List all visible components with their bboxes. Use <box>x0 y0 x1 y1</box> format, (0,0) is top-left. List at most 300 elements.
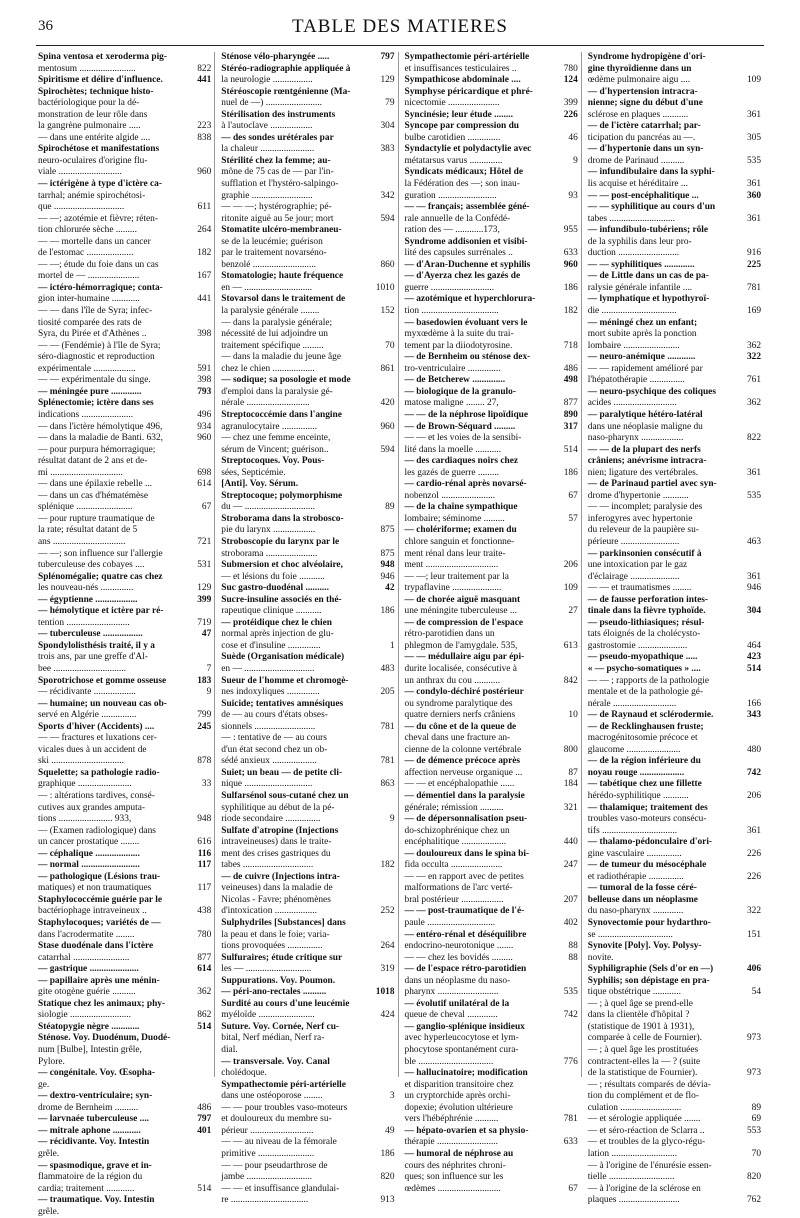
index-entry <box>405 179 578 191</box>
header-rule <box>36 45 764 46</box>
index-entry <box>221 976 394 988</box>
entry-text: pharynx .......................... <box>404 987 499 998</box>
entry-text: nobenzol ....................... <box>404 490 496 501</box>
entry-page-ref: 877 <box>197 952 212 963</box>
index-entry <box>38 872 211 884</box>
entry-text: — céphalique ................... <box>38 848 140 859</box>
entry-text: — d'hypertonie dans un syn- <box>587 144 704 155</box>
index-entry <box>588 191 761 203</box>
index-entry <box>38 202 211 214</box>
index-entry <box>38 906 211 918</box>
entry-page-ref: 398 <box>197 329 212 340</box>
index-entry <box>405 1010 578 1022</box>
index-entry <box>405 1045 578 1057</box>
entry-page-ref: 182 <box>380 860 395 871</box>
entry-text: — pour purpura hémorragique; <box>38 444 156 455</box>
entry-text: — — pour pseudarthrose de <box>221 1160 328 1171</box>
entry-text: thérapie .......................... <box>404 1137 498 1148</box>
entry-page-ref: 948 <box>380 560 395 571</box>
entry-text: cienne de la colonne vertébrale <box>404 744 522 755</box>
index-entry <box>221 572 394 584</box>
entry-page-ref: 186 <box>380 606 395 617</box>
entry-text: dans une néoplasie maligne du <box>587 421 703 432</box>
entry-text: — larvnaée tuberculeuse .... <box>38 1114 150 1125</box>
index-entry <box>38 294 211 306</box>
entry-page-ref: 438 <box>197 906 212 917</box>
entry-text: — — et encéphalopathie ...... <box>404 779 515 790</box>
entry-page-ref: 129 <box>197 583 212 594</box>
entry-text: — ganglio-splénique insidieux <box>404 1021 525 1032</box>
entry-text: Sulphydriles [Substances] dans <box>221 918 346 929</box>
index-entry <box>38 52 211 64</box>
entry-text: acides ........................... <box>587 398 677 409</box>
index-entry <box>588 502 761 514</box>
entry-text: mône de 75 cas de — par l'in- <box>221 167 334 178</box>
entry-text: Synovite [Poly]. Voy. Polysy- <box>587 941 702 952</box>
entry-text: — de Raynaud et sclérodermie. <box>587 710 714 721</box>
entry-text: une méningite tuberculeuse ... <box>404 606 517 617</box>
entry-text: — thalamo-pédonculaire d'ori- <box>587 837 713 848</box>
index-column-4 <box>587 52 764 1206</box>
index-entry <box>38 733 211 745</box>
index-entry <box>588 294 761 306</box>
entry-page-ref: 116 <box>197 848 212 859</box>
index-entry <box>38 953 211 965</box>
entry-text: comparée à celle de Fournier). <box>587 1033 703 1044</box>
entry-text: — — syphilitiques ............. <box>587 259 695 270</box>
entry-page-ref: 535 <box>746 490 761 501</box>
entry-text: périeure ......................... <box>587 536 680 547</box>
index-entry <box>38 144 211 156</box>
index-entry <box>38 987 211 999</box>
entry-text: — de Recklinghausen fruste; <box>587 721 704 732</box>
index-entry <box>405 387 578 399</box>
entry-text: sufflation et l'hystéro-salpingo- <box>221 179 339 190</box>
index-entry <box>38 549 211 561</box>
entry-text: — — dans l'île de Syra; infec- <box>38 306 153 317</box>
index-entry <box>588 618 761 630</box>
entry-page-ref: 67 <box>201 502 212 513</box>
entry-text: — biologique de la granulo- <box>404 386 516 397</box>
index-entry <box>221 214 394 226</box>
index-entry <box>405 87 578 99</box>
index-entry <box>588 525 761 537</box>
index-entry <box>221 144 394 156</box>
entry-text: — : tentative de — au cours <box>221 733 327 744</box>
index-entry <box>588 826 761 838</box>
entry-page-ref: 797 <box>380 52 395 62</box>
entry-text: — neuro-psychique des coliques <box>587 386 716 397</box>
entry-page-ref: 206 <box>563 560 578 571</box>
entry-text: siologie .......................... <box>38 1010 131 1021</box>
index-entry <box>221 75 394 87</box>
entry-text: — basedowien évoluant vers le <box>404 317 528 328</box>
entry-page-ref: 152 <box>380 306 395 317</box>
index-entry <box>405 479 578 491</box>
index-entry <box>38 410 211 422</box>
index-entry <box>38 1033 211 1045</box>
index-entry <box>405 352 578 364</box>
entry-text: — hallucinatoire; modification <box>404 1068 528 1079</box>
entry-text: nuel de —) ........................ <box>221 98 323 109</box>
index-entry <box>405 225 578 237</box>
entry-page-ref: 862 <box>197 1010 212 1021</box>
entry-text: — dans la maladie du jeune âge <box>221 352 341 363</box>
entry-text: — dans un cas d'hématémèse <box>38 490 148 501</box>
entry-text: un anthrax du cou ........... <box>404 675 501 686</box>
entry-page-ref: 151 <box>746 929 761 940</box>
entry-text: bral postérieur .................. <box>404 894 504 905</box>
entry-page-ref: 226 <box>746 871 761 882</box>
index-entry <box>221 895 394 907</box>
entry-page-ref: 800 <box>563 744 578 755</box>
entry-text: nes indoxyliques .............. <box>221 687 320 698</box>
entry-page-ref: 934 <box>197 421 212 432</box>
entry-text: — — post-traumatique de l'é- <box>404 906 525 917</box>
entry-text: Suc gastro-duodénal .......... <box>221 583 329 594</box>
entry-text: — — français; assemblée géné- <box>404 202 530 213</box>
index-entry <box>588 214 761 226</box>
entry-page-ref: 361 <box>746 571 761 582</box>
entry-text: la chaleur ....................... <box>221 144 315 155</box>
index-entry <box>405 826 578 838</box>
index-entry <box>221 410 394 422</box>
entry-page-ref: 781 <box>563 1114 578 1125</box>
entry-page-ref: 781 <box>746 282 761 293</box>
entry-text: du — .............................. <box>221 502 315 513</box>
index-entry <box>588 687 761 699</box>
index-entry <box>405 133 578 145</box>
index-entry <box>588 1022 761 1034</box>
index-entry <box>221 560 394 572</box>
index-entry <box>221 987 394 999</box>
entry-text: Statique chez les animaux; phy- <box>38 998 166 1009</box>
entry-text: bactériologique pour la dé- <box>38 98 140 109</box>
entry-text: — — chez les bovidés ......... <box>404 952 513 963</box>
index-entry <box>221 514 394 526</box>
entry-text: la neurologie ................. <box>221 75 313 86</box>
entry-page-ref: 304 <box>746 606 761 617</box>
entry-page-ref: 361 <box>746 213 761 224</box>
index-entry <box>405 687 578 699</box>
entry-text: — — au niveau de la fémorale <box>221 1137 337 1148</box>
entry-text: Splénomégalie; quatre cas chez <box>38 571 163 582</box>
entry-page-ref: 514 <box>197 1183 212 1194</box>
index-entry <box>221 549 394 561</box>
entry-text: ble ................................ <box>404 1056 494 1067</box>
index-entry <box>405 987 578 999</box>
index-entry <box>38 1103 211 1115</box>
entry-text: benzolé ........................... <box>221 259 317 270</box>
entry-text: Stomatite ulcéro-membraneu- <box>221 225 342 236</box>
entry-text: Syndactylie et polydactylie avec <box>404 144 532 155</box>
index-entry <box>405 260 578 272</box>
entry-text: Stroborama dans la strobosco- <box>221 513 344 524</box>
entry-page-ref: 842 <box>563 675 578 686</box>
index-entry <box>588 422 761 434</box>
index-entry <box>221 733 394 745</box>
entry-page-ref: 88 <box>568 941 578 952</box>
entry-text: — — et les voies de la sensibi- <box>404 433 522 444</box>
index-entry <box>38 779 211 791</box>
entry-text: d'un état second chez un ob- <box>221 744 328 755</box>
index-entry <box>38 64 211 76</box>
entry-text: Submersion et choc alvéolaire, <box>221 560 343 571</box>
entry-text: troubles vaso-moteurs consécu- <box>587 814 707 825</box>
index-entry <box>221 964 394 976</box>
entry-text: riode secondaire ............... <box>221 814 321 825</box>
index-entry <box>405 733 578 745</box>
entry-page-ref: 226 <box>746 848 761 859</box>
index-entry <box>588 121 761 133</box>
index-entry <box>588 479 761 491</box>
entry-text: encéphalitique ................... <box>404 837 507 848</box>
entry-text: — azotémique et hyperchlorura- <box>404 294 536 305</box>
entry-text: par le traitement novarséno- <box>221 248 327 259</box>
entry-text: sédé anxieux ................... <box>221 756 317 767</box>
entry-page-ref: 780 <box>563 63 578 74</box>
entry-page-ref: 890 <box>563 409 578 420</box>
index-entry <box>221 837 394 849</box>
index-entry <box>221 271 394 283</box>
entry-text: bital, Nerf médian, Nerf ra- <box>221 1033 325 1044</box>
index-entry <box>221 1068 394 1080</box>
entry-text: nérale ........................... <box>221 398 310 409</box>
entry-text: nicectomie ...................... <box>404 98 500 109</box>
entry-text: — — rapidement amélioré par <box>587 363 703 374</box>
entry-text: — — médullaire aigu par épi- <box>404 652 525 663</box>
entry-text: syphilitique au début de la pé- <box>221 802 335 813</box>
entry-text: tions provoquées ............... <box>221 941 323 952</box>
entry-page-ref: 225 <box>746 259 761 270</box>
index-entry <box>38 1010 211 1022</box>
entry-page-ref: 117 <box>197 883 212 894</box>
index-entry <box>38 1126 211 1138</box>
index-entry <box>405 191 578 203</box>
index-entry <box>221 803 394 815</box>
index-entry <box>588 1045 761 1057</box>
index-entry <box>221 641 394 653</box>
entry-text: Stomatologie; haute fréquence <box>221 271 344 282</box>
entry-text: ans ............................... <box>38 536 126 547</box>
entry-page-ref: 440 <box>563 837 578 848</box>
index-entry <box>221 745 394 757</box>
index-entry <box>588 1068 761 1080</box>
index-entry <box>221 364 394 376</box>
entry-page-ref: 399 <box>563 98 578 109</box>
index-entry <box>405 860 578 872</box>
index-entry <box>588 964 761 976</box>
entry-text: de la syphilis dans leur pro- <box>587 236 692 247</box>
entry-text: — de la chaîne sympathique <box>404 502 518 513</box>
index-entry <box>221 1126 394 1138</box>
index-entry <box>221 1172 394 1184</box>
entry-page-ref: 361 <box>746 179 761 190</box>
entry-page-ref: 67 <box>568 1183 578 1194</box>
entry-text: Sulfarsénol sous-cutané chez un <box>221 791 349 801</box>
index-entry <box>221 202 394 214</box>
index-entry <box>405 999 578 1011</box>
index-entry <box>221 468 394 480</box>
entry-page-ref: 70 <box>751 1148 761 1159</box>
entry-page-ref: 762 <box>746 1195 761 1206</box>
entry-page-ref: 799 <box>197 710 212 721</box>
index-entry <box>221 121 394 133</box>
entry-text: bulbe carotidien .............. <box>404 132 501 143</box>
entry-text: — de Brown-Séquard ......... <box>404 421 516 432</box>
entry-text: — —; étude du foie dans un cas <box>38 259 159 270</box>
entry-text: — et troubles de la glyco-régu- <box>587 1137 706 1148</box>
entry-page-ref: 70 <box>385 340 395 351</box>
index-entry <box>38 1137 211 1149</box>
index-entry <box>588 676 761 688</box>
entry-text: phocytose spontanément cura- <box>404 1045 519 1056</box>
entry-text: tielle ............................ <box>587 1172 675 1183</box>
index-entry <box>38 479 211 491</box>
entry-page-ref: 463 <box>746 536 761 547</box>
entry-text: veineuses) dans la maladie de <box>221 883 333 894</box>
index-entry <box>588 202 761 214</box>
entry-page-ref: 838 <box>197 132 212 143</box>
index-entry <box>405 525 578 537</box>
entry-text: en — ............................. <box>221 282 313 293</box>
index-entry <box>588 560 761 572</box>
entry-text: — condylo-déchiré postérieur <box>404 687 524 698</box>
entry-text: myéloïde ........................ <box>221 1010 315 1021</box>
entry-page-ref: 719 <box>197 617 212 628</box>
entry-text: ques; son influence sur les <box>404 1172 504 1183</box>
index-entry <box>38 1172 211 1184</box>
index-entry <box>38 341 211 353</box>
index-entry <box>221 999 394 1011</box>
entry-text: — de Betcherew .............. <box>404 375 506 386</box>
index-entry <box>221 664 394 676</box>
index-entry <box>588 779 761 791</box>
index-entry <box>38 664 211 676</box>
entry-text: myxœdème à la suite du trai- <box>404 329 514 340</box>
index-entry <box>221 779 394 791</box>
index-entry <box>405 398 578 410</box>
entry-page-ref: 423 <box>746 652 761 663</box>
entry-text: Sucre-insuline associés en thé- <box>221 594 342 605</box>
entry-page-ref: 960 <box>563 259 578 270</box>
entry-page-ref: 916 <box>746 248 761 259</box>
entry-text: Spina ventosa et xeroderma pig- <box>38 52 167 62</box>
entry-text: matiques) et non traumatiques <box>38 883 152 894</box>
index-entry <box>221 618 394 630</box>
entry-text: dans un néoplasme du naso- <box>404 975 511 986</box>
entry-page-ref: 264 <box>380 941 395 952</box>
entry-text: num [Bulbe], Intestin grêle, <box>38 1045 142 1056</box>
entry-page-ref: 361 <box>746 825 761 836</box>
index-entry <box>38 1161 211 1173</box>
entry-text: — spasmodique, grave et in- <box>38 1160 152 1171</box>
entry-text: hérédo-syphilitique ........... <box>587 791 689 801</box>
index-entry <box>405 1149 578 1161</box>
index-entry <box>588 1033 761 1045</box>
entry-text: ou syndrome paralytique des <box>404 698 513 709</box>
entry-page-ref: 1018 <box>375 987 395 998</box>
entry-page-ref: 698 <box>197 467 212 478</box>
index-entry <box>221 491 394 503</box>
entry-text: gastrostomie ..................... <box>587 640 688 651</box>
entry-text: — — en rapport avec de petites <box>404 871 524 882</box>
entry-text: Streptococcémie dans l'angine <box>221 409 342 420</box>
entry-text: — méningé chez un enfant; <box>587 317 698 328</box>
entry-text: trypaflavine ..................... <box>404 583 502 594</box>
entry-page-ref: 398 <box>197 375 212 386</box>
index-entry <box>221 1137 394 1149</box>
index-entry <box>405 745 578 757</box>
index-entry <box>588 445 761 457</box>
index-entry <box>405 953 578 965</box>
index-entry <box>588 237 761 249</box>
index-entry <box>221 341 394 353</box>
entry-page-ref: 305 <box>746 132 761 143</box>
entry-page-ref: 402 <box>563 918 578 929</box>
index-entry <box>38 745 211 757</box>
entry-text: vers l'hébéphrénie .......... <box>404 1114 499 1125</box>
index-entry <box>38 329 211 341</box>
entry-text: — de tumeur du mésocéphale <box>587 860 707 871</box>
index-entry <box>405 341 578 353</box>
entry-page-ref: 820 <box>746 1172 761 1183</box>
entry-page-ref: 264 <box>197 225 212 236</box>
entry-text: [Anti]. Voy. Sérum. <box>221 479 299 490</box>
index-entry <box>405 318 578 330</box>
index-entry <box>38 560 211 572</box>
index-entry <box>588 1195 761 1207</box>
entry-text: Symphyse péricardique et phré- <box>404 86 533 97</box>
entry-text: Sympathicose abdominale .... <box>404 75 521 86</box>
entry-text: — — incomplet; paralysie des <box>587 502 703 513</box>
entry-text: — humoral de néphrose au <box>404 1148 514 1159</box>
index-entry <box>588 64 761 76</box>
entry-text: Suicide; tentatives amnésiques <box>221 698 344 709</box>
index-entry <box>588 987 761 999</box>
index-entry <box>588 941 761 953</box>
entry-text: — tumoral de la fosse céré- <box>587 883 697 894</box>
entry-text: — hépato-ovarien et sa physio- <box>404 1125 529 1136</box>
entry-text: queue de cheval ............. <box>404 1010 498 1021</box>
entry-page-ref: 226 <box>563 109 578 120</box>
entry-text: dans la clientèle d'hôpital ? <box>587 1010 690 1021</box>
entry-text: primitive ........................ <box>221 1148 315 1159</box>
entry-text: dial. <box>221 1045 238 1056</box>
index-entry <box>588 156 761 168</box>
entry-text: Syndrome hydropigène d'ori- <box>587 52 706 62</box>
entry-page-ref: 960 <box>380 421 395 432</box>
index-entry <box>405 248 578 260</box>
entry-text: d'intoxication .................. <box>221 906 317 917</box>
entry-text: Pylore. <box>38 1056 65 1067</box>
index-entry <box>588 468 761 480</box>
index-entry <box>38 791 211 803</box>
entry-text: — sodique; sa posologie et mode <box>221 375 351 386</box>
entry-text: re ................................. <box>221 1195 309 1206</box>
entry-text: expérimentale .................. <box>38 363 136 374</box>
index-entry <box>588 906 761 918</box>
entry-text: Sulfuraires; étude critique sur <box>221 952 343 963</box>
entry-text: — neuro-anémique ............ <box>587 352 696 363</box>
index-entry <box>221 1103 394 1115</box>
index-entry <box>588 930 761 942</box>
entry-text: — papillaire après une ménin- <box>38 975 160 986</box>
entry-page-ref: 514 <box>197 1021 212 1032</box>
entry-page-ref: 87 <box>568 767 578 778</box>
index-entry <box>221 237 394 249</box>
entry-page-ref: 948 <box>197 814 212 825</box>
